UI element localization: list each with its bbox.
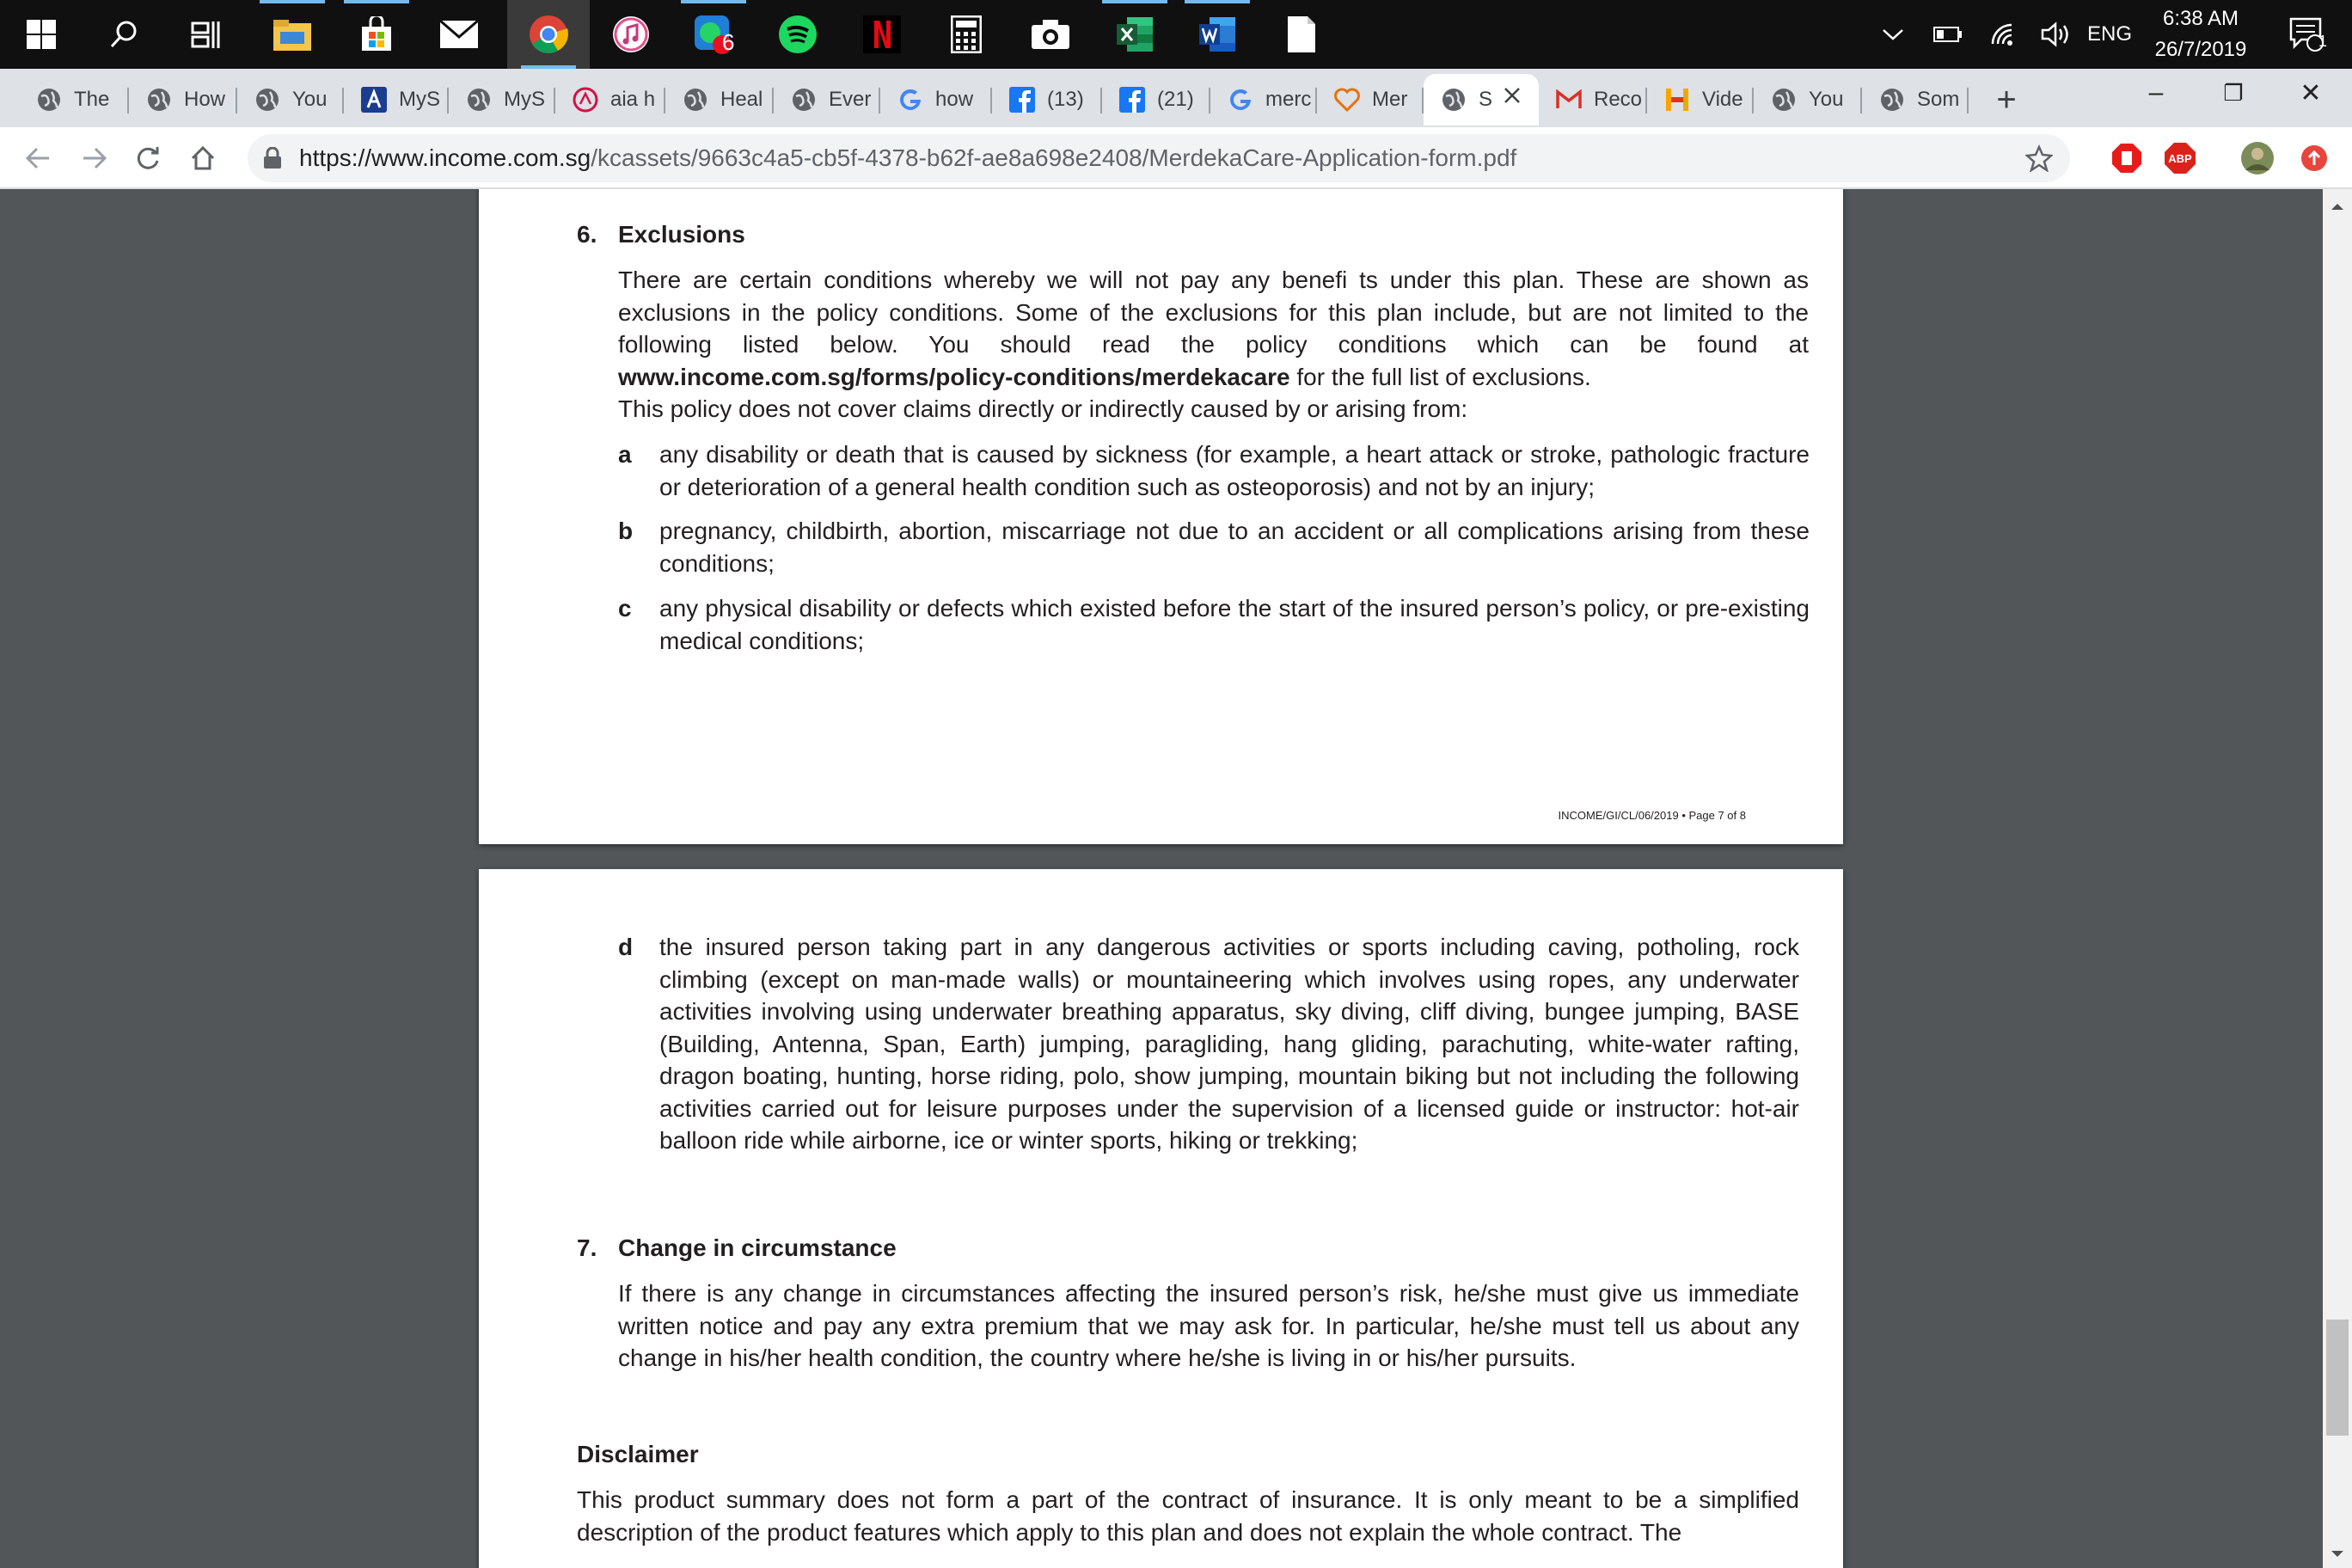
item-a-letter: a xyxy=(618,441,632,468)
section-7-number: 7. xyxy=(577,1234,597,1261)
file-explorer-icon[interactable] xyxy=(251,0,334,69)
heart-icon xyxy=(1334,87,1360,113)
clock-date: 26/7/2019 xyxy=(2154,38,2247,61)
tab-11[interactable] xyxy=(1102,76,1210,124)
item-d-letter: d xyxy=(618,934,634,960)
whatsapp-icon[interactable] xyxy=(672,0,755,69)
excel-icon[interactable] xyxy=(1093,0,1176,69)
scrollbar-thumb[interactable] xyxy=(2326,1320,2349,1436)
update-icon[interactable] xyxy=(2292,136,2337,181)
profile-avatar[interactable] xyxy=(2235,136,2280,181)
globe-icon xyxy=(254,87,280,113)
tab-label: How xyxy=(184,88,226,111)
item-d-text: the insured person taking part in any dangerous activities or sports including caving, potholing, rock climbing (except on man-made walls) or mountaineering which involves using ropes, any underwater activities involving using underwater breathing apparatus, sky diving, cliff diving, bungee jumping, BASE (Building, Antenna, Span, Earth) jumping, paragliding, hang gliding, parachuting, white-water rafting, dragon boating, hunting, horse riding, polo, show jumping, mountain biking but not including the following activities carried out for leisure purposes under the supervision of a licensed guide or instructor: hot-air balloon ride while airborne, ice or winter sports, hiking or trekking; xyxy=(659,934,1799,1154)
url-path: /kcassets/9663c4a5-cb5f-4378-b62f-ae8a698e2408/MerdekaCare-Application-form.pdf xyxy=(591,144,1517,171)
tab-label: Vide xyxy=(1702,88,1743,111)
globe-icon xyxy=(1879,87,1905,113)
document-icon[interactable] xyxy=(1260,0,1343,69)
vertical-scrollbar[interactable] xyxy=(2323,189,2352,1568)
exclusions-intro-paragraph xyxy=(618,264,1809,393)
tab-12[interactable] xyxy=(1210,76,1317,124)
spotify-icon[interactable] xyxy=(756,0,839,69)
restore-button[interactable]: ❐ xyxy=(2223,79,2244,106)
globe-icon xyxy=(1771,87,1797,113)
tab-2[interactable] xyxy=(129,76,237,124)
tab-8[interactable] xyxy=(774,76,880,124)
item-c-letter: c xyxy=(618,595,632,622)
tab-label: (13) xyxy=(1047,88,1084,111)
microsoft-store-icon[interactable] xyxy=(335,0,418,69)
home-button[interactable] xyxy=(181,136,225,181)
calculator-icon[interactable] xyxy=(925,0,1008,69)
forward-button[interactable] xyxy=(72,136,117,181)
item-b-letter: b xyxy=(618,518,634,544)
close-window-button[interactable]: ✕ xyxy=(2300,78,2322,107)
tab-17[interactable] xyxy=(1754,76,1862,124)
adblock-plus-icon[interactable] xyxy=(2158,136,2202,181)
tab-label: Mer xyxy=(1372,88,1408,111)
disclaimer-text: This product summary does not form a part of the contract of insurance. It is only meant to be a simplified description of the product features which apply to this plan and does not explain the whole contract. The xyxy=(577,1486,1799,1546)
itunes-icon[interactable] xyxy=(590,0,672,69)
tab-1[interactable] xyxy=(19,76,129,124)
search-icon[interactable] xyxy=(83,0,165,69)
back-button[interactable] xyxy=(15,136,60,181)
tab-label: Reco xyxy=(1594,88,1643,111)
tab-5[interactable] xyxy=(449,76,555,124)
exclusions-intro-tail: for the full list of exclusions. xyxy=(1289,363,1591,390)
tab-18[interactable] xyxy=(1862,76,1969,124)
windows-taskbar xyxy=(0,0,2352,69)
reload-button[interactable] xyxy=(126,136,170,181)
tab-7[interactable] xyxy=(665,76,774,124)
disclaimer-title: Disclaimer xyxy=(577,1441,699,1467)
lock-icon xyxy=(263,147,282,174)
facebook-icon xyxy=(1009,87,1035,113)
section-7-text: If there is any change in circumstances affecting the insured person’s risk, he/she must give us immediate written notice and pay any extra premium that we may ask for. In particular, he/she must tell us about any change in his/her health condition, the country where he/she is living in or his/her pursuits. xyxy=(618,1280,1799,1371)
globe-icon xyxy=(791,87,817,113)
close-tab-icon[interactable] xyxy=(1503,86,1522,111)
exclusions-scope-text: This policy does not cover claims directly or indirectly caused by or arising from: xyxy=(618,395,1468,422)
netflix-icon[interactable] xyxy=(841,0,923,69)
section-6-number: 6. xyxy=(577,221,597,248)
tab-15[interactable] xyxy=(1539,76,1647,124)
stop-sign-extension-icon[interactable] xyxy=(2104,136,2149,181)
item-c-text: any physical disability or defects which existed before the start of the insured person’s policy, or pre-existing medical conditions; xyxy=(659,595,1810,654)
globe-icon xyxy=(36,87,62,113)
tab-label: MyS xyxy=(504,88,545,111)
url-text xyxy=(299,134,1516,182)
language-indicator[interactable]: ENG xyxy=(2086,22,2132,46)
tab-label: how xyxy=(935,88,974,111)
tab-3[interactable] xyxy=(237,76,344,124)
globe-icon xyxy=(683,87,708,113)
scroll-up-arrow-icon[interactable] xyxy=(2331,199,2344,215)
notification-count: 1 xyxy=(2318,33,2328,50)
app-a-icon xyxy=(361,87,387,113)
tab-label: (21) xyxy=(1157,88,1194,111)
adblock-label: ABP xyxy=(2168,151,2192,165)
page-7-footer: INCOME/GI/CL/06/2019 • Page 7 of 8 xyxy=(1558,809,1746,822)
tab-10[interactable] xyxy=(992,76,1102,124)
tab-label: Ever xyxy=(829,88,872,111)
tab-label: You xyxy=(292,88,328,111)
globe-icon xyxy=(466,87,492,113)
camera-icon[interactable] xyxy=(1009,0,1092,69)
tab-label: MyS xyxy=(399,88,440,111)
pdf-page-7 xyxy=(479,189,1843,844)
bookmark-star-icon[interactable] xyxy=(2025,144,2053,176)
address-bar[interactable] xyxy=(248,134,2070,182)
google-icon xyxy=(1228,87,1253,113)
task-view-icon[interactable] xyxy=(165,0,248,69)
tab-13[interactable] xyxy=(1317,76,1424,124)
mail-icon[interactable] xyxy=(418,0,500,69)
tab-14[interactable] xyxy=(1424,74,1539,126)
clock-time: 6:38 AM xyxy=(2162,7,2239,30)
minimize-button[interactable]: – xyxy=(2148,78,2164,107)
section-6-title: Exclusions xyxy=(618,221,745,248)
wifi-icon[interactable] xyxy=(1982,0,2027,69)
tab-separator xyxy=(1967,88,1969,113)
volume-icon[interactable] xyxy=(2034,0,2079,69)
new-tab-button[interactable]: + xyxy=(1996,80,2017,119)
tab-label: You xyxy=(1809,88,1844,111)
pdf-page-8 xyxy=(479,869,1843,1568)
item-a-text: any disability or death that is caused by sickness (for example, a heart attack or stroke, pathologic fracture or deterioration of a general health condition such as osteoporosis) and not by an injury; xyxy=(659,441,1810,500)
tab-label: S xyxy=(1479,88,1493,111)
windows-start-icon[interactable] xyxy=(0,0,83,69)
tab-9[interactable] xyxy=(880,76,992,124)
facebook-icon xyxy=(1119,87,1145,113)
pdf-viewer[interactable] xyxy=(0,189,2352,1568)
aia-icon xyxy=(573,87,598,113)
globe-icon xyxy=(146,87,172,113)
scroll-down-arrow-icon[interactable] xyxy=(2331,1547,2344,1563)
globe-icon xyxy=(1441,87,1467,113)
tab-4[interactable] xyxy=(344,76,449,124)
tab-label: Heal xyxy=(720,88,763,111)
word-icon[interactable] xyxy=(1176,0,1259,69)
section-7-title: Change in circumstance xyxy=(618,1234,897,1261)
video-icon xyxy=(1664,87,1690,113)
exclusions-intro-text: There are certain conditions whereby we will not pay any benefi ts under this plan. These are shown as exclusions in the policy conditions. Some of the exclusions for this plan include, but are not limited to the following listed below. You should read the policy conditions which can be found at xyxy=(618,266,1809,358)
tab-label: merc xyxy=(1265,88,1312,111)
gmail-icon xyxy=(1556,87,1582,113)
browser-toolbar xyxy=(0,127,2352,189)
chevron-up-icon[interactable] xyxy=(1871,0,1915,69)
chrome-icon[interactable] xyxy=(507,0,590,69)
battery-icon[interactable] xyxy=(1926,0,1970,69)
whatsapp-badge: 6 xyxy=(722,29,735,55)
tab-label: Som xyxy=(1917,88,1960,111)
item-b-text: pregnancy, childbirth, abortion, miscarriage not due to an accident or all complications arising from these conditions; xyxy=(659,518,1810,577)
policy-conditions-link: www.income.com.sg/forms/policy-conditions/merdekacare xyxy=(618,363,1290,390)
tab-16[interactable] xyxy=(1647,76,1754,124)
clock[interactable] xyxy=(2132,3,2269,65)
tab-label: aia h xyxy=(610,88,656,111)
google-icon xyxy=(897,87,923,113)
action-center-icon[interactable] xyxy=(2273,0,2342,69)
url-host: https://www.income.com.sg xyxy=(299,144,591,171)
tab-6[interactable] xyxy=(555,76,665,124)
tab-label: The xyxy=(74,88,110,111)
